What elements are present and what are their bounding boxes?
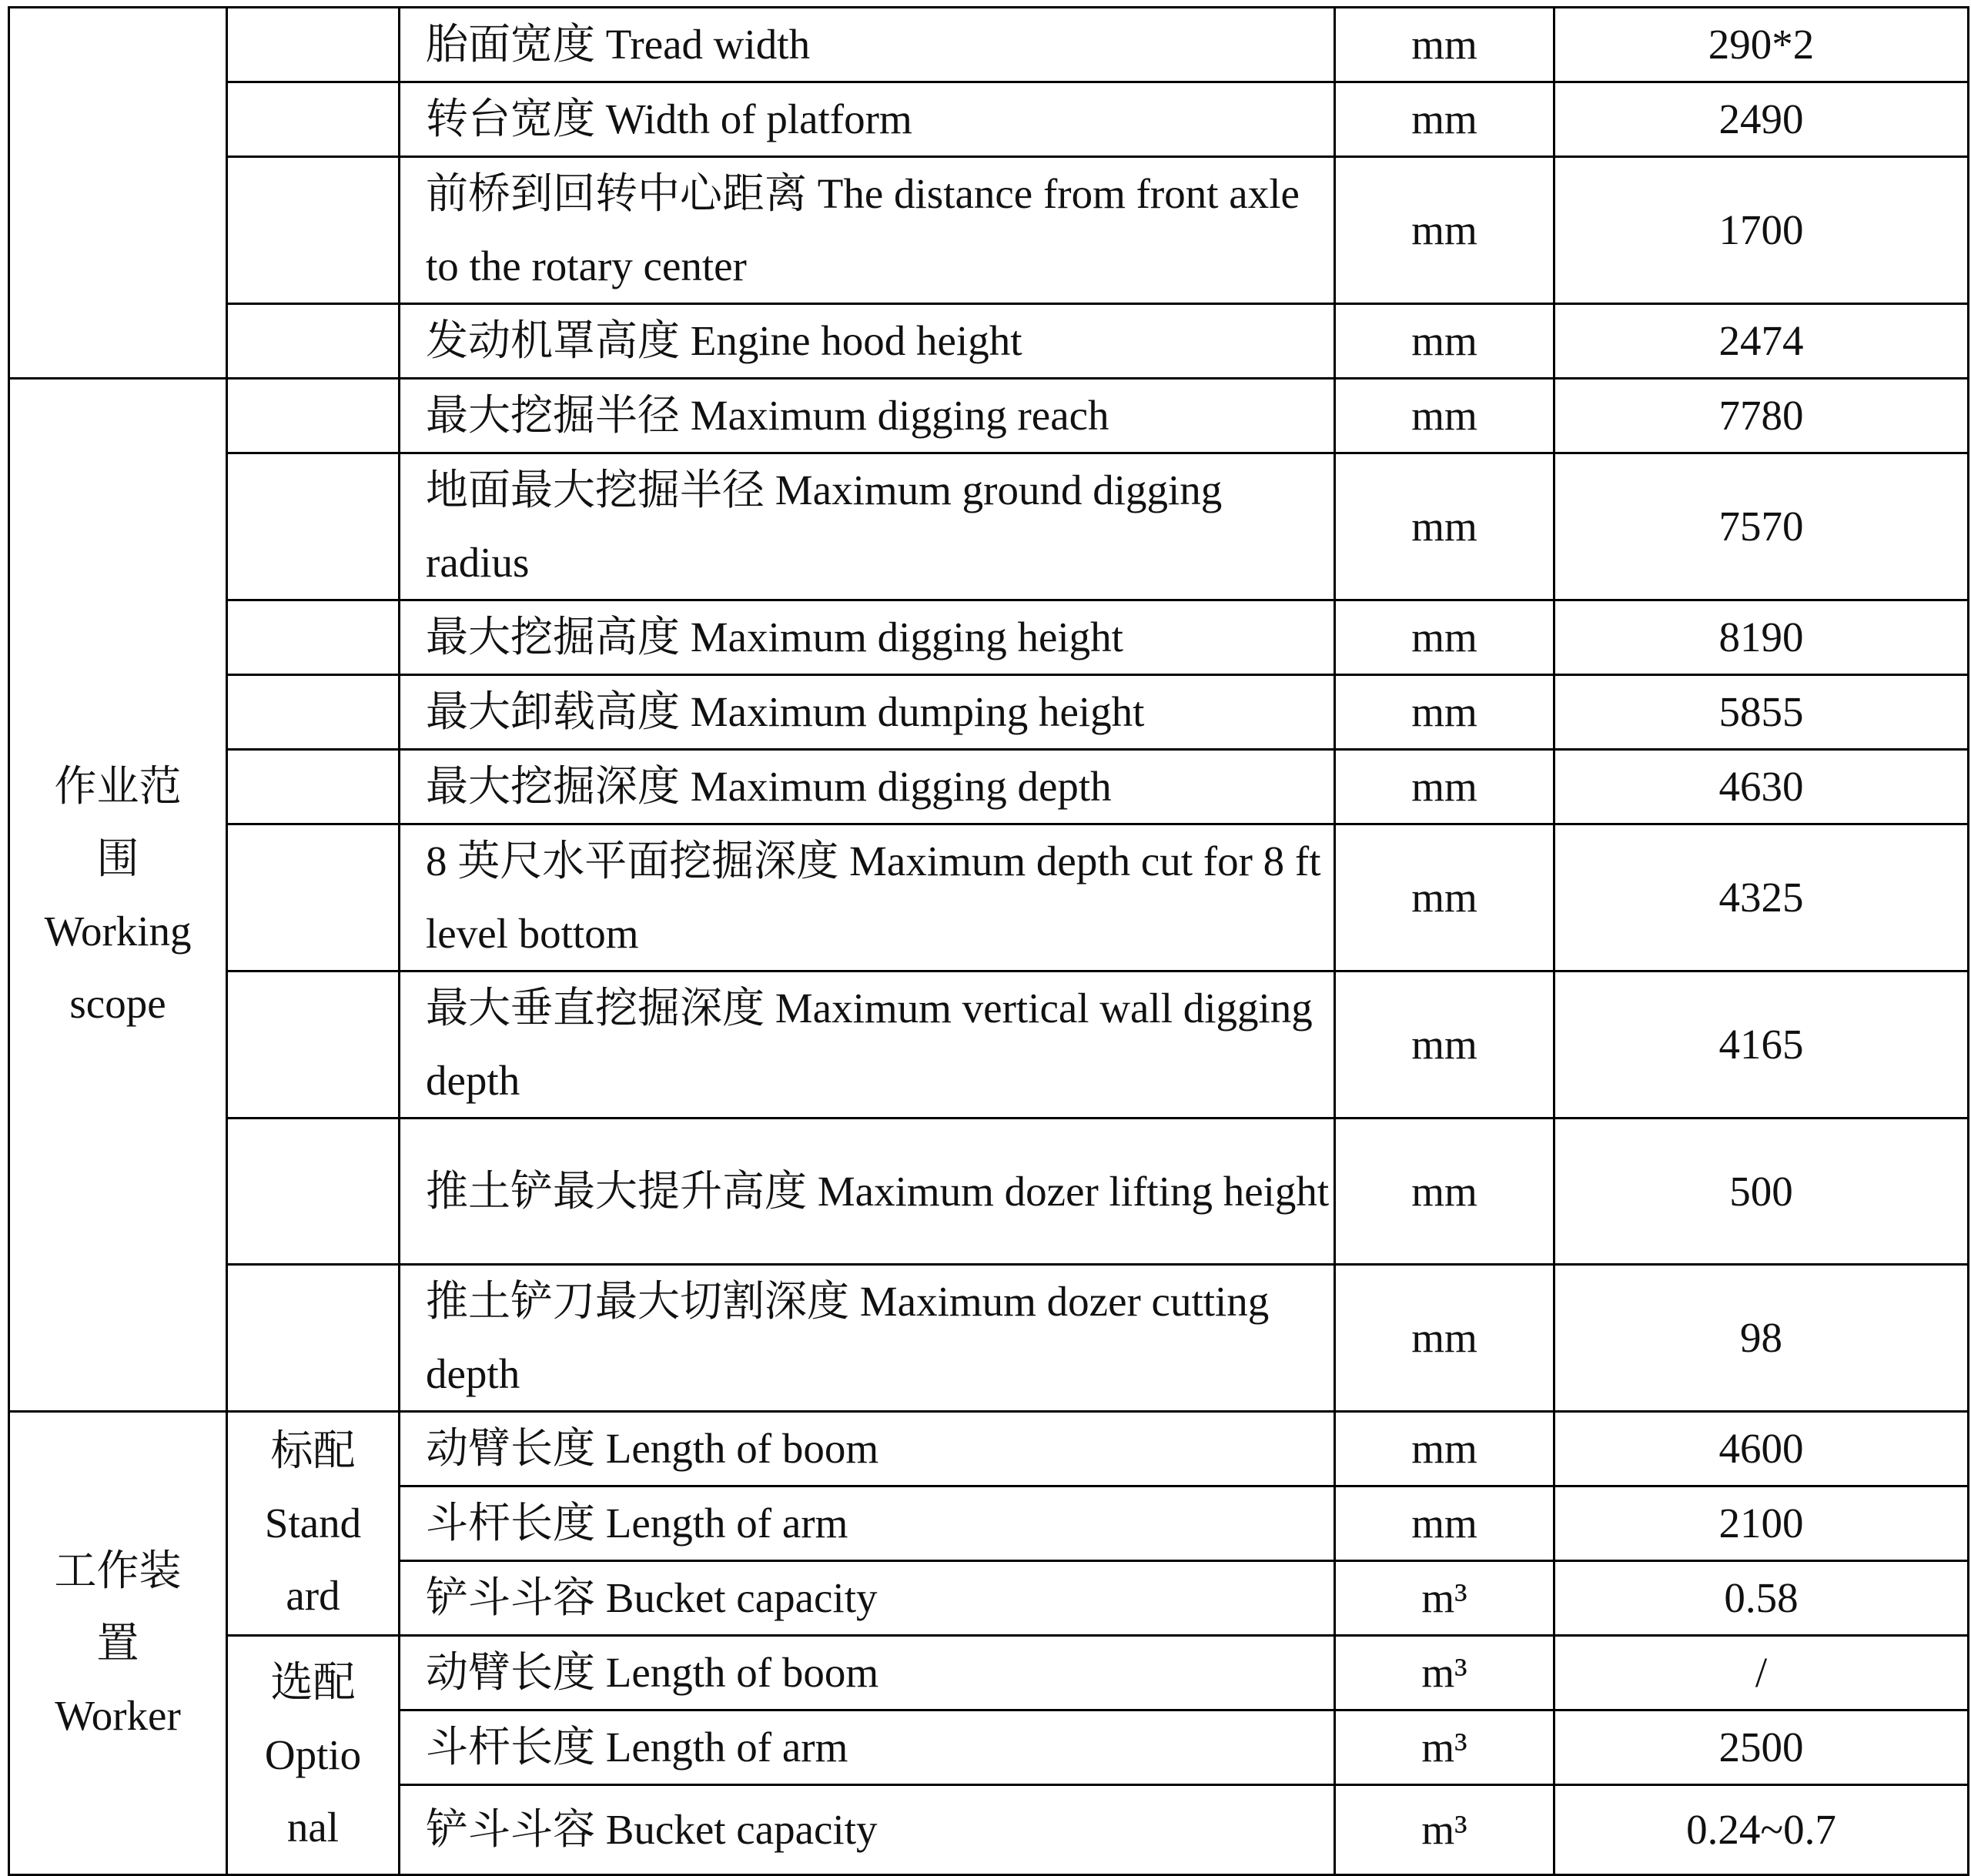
param-cell: 动臂长度 Length of boom: [400, 1412, 1335, 1486]
unit-cell: mm: [1335, 304, 1554, 379]
param-cell: 前桥到回转中心距离 The distance from front axle to the rotary center: [400, 157, 1335, 304]
subgroup-cell: [227, 304, 400, 379]
subgroup-cell: [227, 675, 400, 750]
value-cell: 4600: [1554, 1412, 1969, 1486]
table-row: [9, 675, 1969, 750]
value-cell: /: [1554, 1636, 1969, 1710]
param-cell: 发动机罩高度 Engine hood height: [400, 304, 1335, 379]
value-cell: 7780: [1554, 379, 1969, 453]
table-row: [9, 453, 1969, 600]
unit-cell: mm: [1335, 824, 1554, 971]
unit-cell: mm: [1335, 82, 1554, 157]
unit-cell: mm: [1335, 8, 1554, 82]
group-label-zh-a: 作业范: [54, 762, 182, 810]
unit-cell: mm: [1335, 453, 1554, 600]
subgroup-label-en-b: ard: [286, 1572, 340, 1619]
param-cell: 铲斗斗容 Bucket capacity: [400, 1561, 1335, 1636]
subgroup-cell-optional: [227, 1636, 400, 1875]
param-cell: 最大卸载高度 Maximum dumping height: [400, 675, 1335, 750]
subgroup-cell: [227, 157, 400, 304]
subgroup-cell: [227, 82, 400, 157]
table-row: [9, 971, 1969, 1119]
value-cell: 4165: [1554, 971, 1969, 1119]
unit-cell: mm: [1335, 1265, 1554, 1412]
table-row: [9, 157, 1969, 304]
param-cell: 最大垂直挖掘深度 Maximum vertical wall digging depth: [400, 971, 1335, 1119]
subgroup-label-zh: 标配: [270, 1427, 356, 1474]
param-cell: 最大挖掘高度 Maximum digging height: [400, 600, 1335, 675]
table-row: [9, 600, 1969, 675]
param-cell: 胎面宽度 Tread width: [400, 8, 1335, 82]
value-cell: 2100: [1554, 1486, 1969, 1561]
unit-cell: mm: [1335, 1486, 1554, 1561]
group-label-zh-a: 工作装: [54, 1547, 182, 1594]
value-cell: 2490: [1554, 82, 1969, 157]
unit-cell: m³: [1335, 1561, 1554, 1636]
unit-cell: mm: [1335, 675, 1554, 750]
subgroup-cell: [227, 379, 400, 453]
param-cell: 8 英尺水平面挖掘深度 Maximum depth cut for 8 ft level bottom: [400, 824, 1335, 971]
group-label-zh-b: 置: [96, 1619, 139, 1667]
group-label-en-a: Working: [44, 907, 192, 955]
value-cell: 4325: [1554, 824, 1969, 971]
unit-cell: mm: [1335, 379, 1554, 453]
unit-cell: m³: [1335, 1636, 1554, 1710]
table-row: [9, 1119, 1969, 1265]
param-cell: 铲斗斗容 Bucket capacity: [400, 1785, 1335, 1875]
param-cell: 推土铲最大提升高度 Maximum dozer lifting height: [400, 1119, 1335, 1265]
subgroup-cell: [227, 453, 400, 600]
value-cell: 2474: [1554, 304, 1969, 379]
table-row: [9, 304, 1969, 379]
param-cell: 最大挖掘深度 Maximum digging depth: [400, 750, 1335, 824]
subgroup-cell: [227, 8, 400, 82]
unit-cell: mm: [1335, 1119, 1554, 1265]
value-cell: 2500: [1554, 1710, 1969, 1785]
subgroup-label-zh: 选配: [270, 1659, 356, 1706]
unit-cell: mm: [1335, 971, 1554, 1119]
table-row: [9, 1265, 1969, 1412]
param-cell: 动臂长度 Length of boom: [400, 1636, 1335, 1710]
group-cell-worker: [9, 1412, 227, 1875]
unit-cell: mm: [1335, 1412, 1554, 1486]
unit-cell: mm: [1335, 600, 1554, 675]
group-label-zh-b: 围: [96, 834, 139, 882]
table-row: [9, 1412, 1969, 1486]
param-cell: 地面最大挖掘半径 Maximum ground digging radius: [400, 453, 1335, 600]
group-cell-working-scope: [9, 379, 227, 1412]
table-row: [9, 1636, 1969, 1710]
value-cell: 1700: [1554, 157, 1969, 304]
value-cell: 0.24~0.7: [1554, 1785, 1969, 1875]
subgroup-label-en-a: Stand: [264, 1500, 362, 1547]
group-label-en: Worker: [55, 1691, 181, 1739]
value-cell: 0.58: [1554, 1561, 1969, 1636]
subgroup-cell: [227, 824, 400, 971]
value-cell: 500: [1554, 1119, 1969, 1265]
subgroup-cell: [227, 971, 400, 1119]
unit-cell: m³: [1335, 1710, 1554, 1785]
param-cell: 斗杆长度 Length of arm: [400, 1710, 1335, 1785]
subgroup-label-en-b: nal: [286, 1804, 340, 1851]
value-cell: 290*2: [1554, 8, 1969, 82]
table-row: [9, 82, 1969, 157]
subgroup-cell: [227, 750, 400, 824]
value-cell: 5855: [1554, 675, 1969, 750]
value-cell: 8190: [1554, 600, 1969, 675]
value-cell: 4630: [1554, 750, 1969, 824]
table-row: [9, 750, 1969, 824]
group-label-en-b: scope: [69, 979, 166, 1027]
value-cell: 98: [1554, 1265, 1969, 1412]
group-cell-top: [9, 8, 227, 379]
unit-cell: mm: [1335, 157, 1554, 304]
table-row: [9, 824, 1969, 971]
table-row: [9, 8, 1969, 82]
param-cell: 推土铲刀最大切割深度 Maximum dozer cutting depth: [400, 1265, 1335, 1412]
value-cell: 7570: [1554, 453, 1969, 600]
spec-table: [8, 6, 1969, 1876]
param-cell: 斗杆长度 Length of arm: [400, 1486, 1335, 1561]
subgroup-cell: [227, 600, 400, 675]
param-cell: 转台宽度 Width of platform: [400, 82, 1335, 157]
subgroup-label-en-a: Optio: [264, 1731, 362, 1778]
subgroup-cell: [227, 1265, 400, 1412]
param-cell: 最大挖掘半径 Maximum digging reach: [400, 379, 1335, 453]
subgroup-cell-standard: [227, 1412, 400, 1636]
table-row: [9, 379, 1969, 453]
unit-cell: mm: [1335, 750, 1554, 824]
subgroup-cell: [227, 1119, 400, 1265]
unit-cell: m³: [1335, 1785, 1554, 1875]
